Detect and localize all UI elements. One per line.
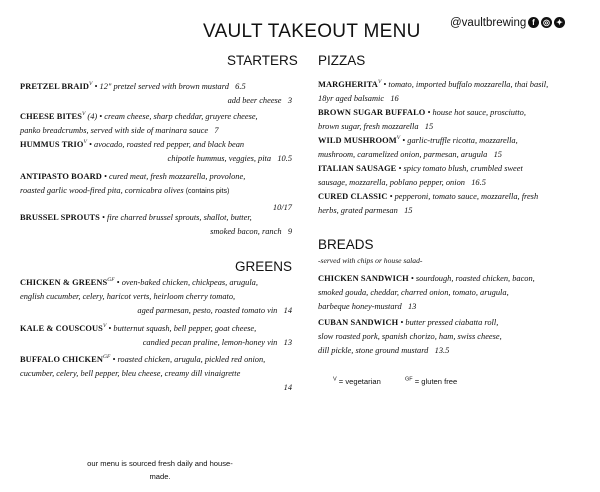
item-price: 14 [283,383,292,392]
item-price: 3 [287,96,292,105]
breads-subheading: -served with chips or house salad- [318,256,423,265]
item-name: CUBAN SANDWICH [318,318,399,327]
item-price: 6.5 [235,82,246,91]
menu-item-italian-sausage: ITALIAN SAUSAGE • spicy tomato blush, crumbled sweet sausage, mozzarella, poblano pepper, onion 16.5 [318,164,523,187]
section-heading-pizzas: PIZZAS [318,53,366,68]
footer-note: our menu is sourced fresh daily and house- made. [87,459,233,481]
item-name: BROWN SUGAR BUFFALO [318,108,426,117]
menu-item-buffalo-chicken: BUFFALO $CHICKEN^{GF}$ • roasted chicken, arugula, pickled red onion, cucumber, celery, bell pepper, bleu cheese, creamy dill vinaigrette 14 [20,354,292,392]
item-price: 15 [424,122,434,131]
menu-title: VAULT TAKEOUT MENU [203,21,421,42]
social-handle[interactable]: @vaultbrewing [450,17,527,29]
item-name: CHEESE BITES [20,112,82,121]
menu-item-antipasto-board: ANTIPASTO BOARD • cured meat, fresh mozzarella, provolone, roasted garlic wood-fired pita, cornicabra olives (contains pits) 10/17 [20,172,292,212]
item-price: 13 [283,338,292,347]
section-heading-greens: GREENS [235,259,293,274]
item-name: CHICKEN & GREENS [20,278,108,287]
item-name: BUFFALO CHICKEN [20,355,104,364]
item-price: 13.5 [434,346,450,355]
item-name: ANTIPASTO BOARD [20,172,102,181]
menu-item-chicken-greens: CHICKEN & $GREENS^{GF}$ • oven-baked chicken, chickpeas, arugula, english cucumber, celery, haricot verts, heirloom cherry tomato, aged parmesan, pesto, roasted tomato vin 14 [20,277,292,315]
menu-item-wild-mushroom: WILD $MUSHROOM^V$ • garlic-truffle ricotta, mozzarella, mushroom, caramelized onion, parmesan, arugula 15 [318,135,518,159]
item-name: BRUSSEL SPROUTS [20,213,100,222]
menu-item-kale-couscous: KALE & $COUSCOUS^V$ • butternut squash, bell pepper, goat cheese, candied pecan praline, lemon-honey vin 13 [20,323,292,347]
facebook-icon[interactable]: f [528,17,539,28]
item-name: CHICKEN SANDWICH [318,274,409,283]
item-price: 16.5 [471,178,486,187]
item-name: WILD MUSHROOM [318,136,397,145]
menu-item-margherita: $MARGHERITA^V$ • tomato, imported buffalo mozzarella, thai basil, 18yr aged balsamic 16 [318,79,549,103]
item-price: 7 [214,126,219,135]
menu-item-cheese-bites: CHEESE $BITES^V$ (4) • cream cheese, sharp cheddar, gruyere cheese, panko breadcrumbs, served with side of marinara sauce 7 [20,111,258,135]
instagram-icon[interactable]: ◎ [541,17,552,28]
menu-item-pretzel-braid: PRETZEL $BRAID^V$ • 12" pretzel served with brown mustard 6.5 add beer cheese 3 [20,81,292,105]
legend-vegetarian: $^V$ = vegetarian [333,376,381,386]
menu-item-brown-sugar-buffalo: BROWN SUGAR BUFFALO • house hot sauce, prosciutto, brown sugar, fresh mozzarella 15 [318,108,526,131]
item-name: CURED CLASSIC [318,192,388,201]
item-name: ITALIAN SAUSAGE [318,164,397,173]
item-name: HUMMUS TRIO [20,140,84,149]
item-price: 13 [407,302,417,311]
item-name: MARGHERITA [318,80,378,89]
item-price: 9 [287,227,292,236]
item-name: PRETZEL BRAID [20,82,90,91]
menu-item-cured-classic: CURED CLASSIC • pepperoni, tomato sauce, mozzarella, fresh herbs, grated parmesan 15 [318,192,539,215]
menu-item-brussel-sprouts: BRUSSEL SPROUTS • fire charred brussel sprouts, shallot, butter, smoked bacon, ranch 9 [20,213,292,236]
section-heading-breads: BREADS [318,237,374,252]
menu-item-chicken-sandwich: CHICKEN SANDWICH • sourdough, roasted chicken, bacon, smoked gouda, cheddar, charred onion, tomato, arugula, barbeque honey-mustard 13 [318,274,535,311]
item-name: KALE & COUSCOUS [20,324,103,333]
twitter-icon[interactable]: ✦ [554,17,565,28]
item-price: 15 [404,206,413,215]
item-price: 15 [493,150,502,159]
item-price: 10/17 [272,203,292,212]
item-price: 16 [390,94,399,103]
item-price: 14 [283,306,292,315]
item-price: 10.5 [277,154,292,163]
social-icons [528,17,565,28]
menu-item-cuban-sandwich: CUBAN SANDWICH • butter pressed ciabatta roll, slow roasted pork, spanish chorizo, ham, swiss cheese, dill pickle, stone ground mustard 13.5 [318,318,502,355]
legend-gluten-free: $^{GF}$ = gluten free [405,376,458,386]
menu-item-hummus-trio: HUMMUS $TRIO^V$ • avocado, roasted red pepper, and black bean chipotle hummus, veggies, pita 10.5 [20,139,292,163]
section-heading-starters: STARTERS [227,53,298,68]
